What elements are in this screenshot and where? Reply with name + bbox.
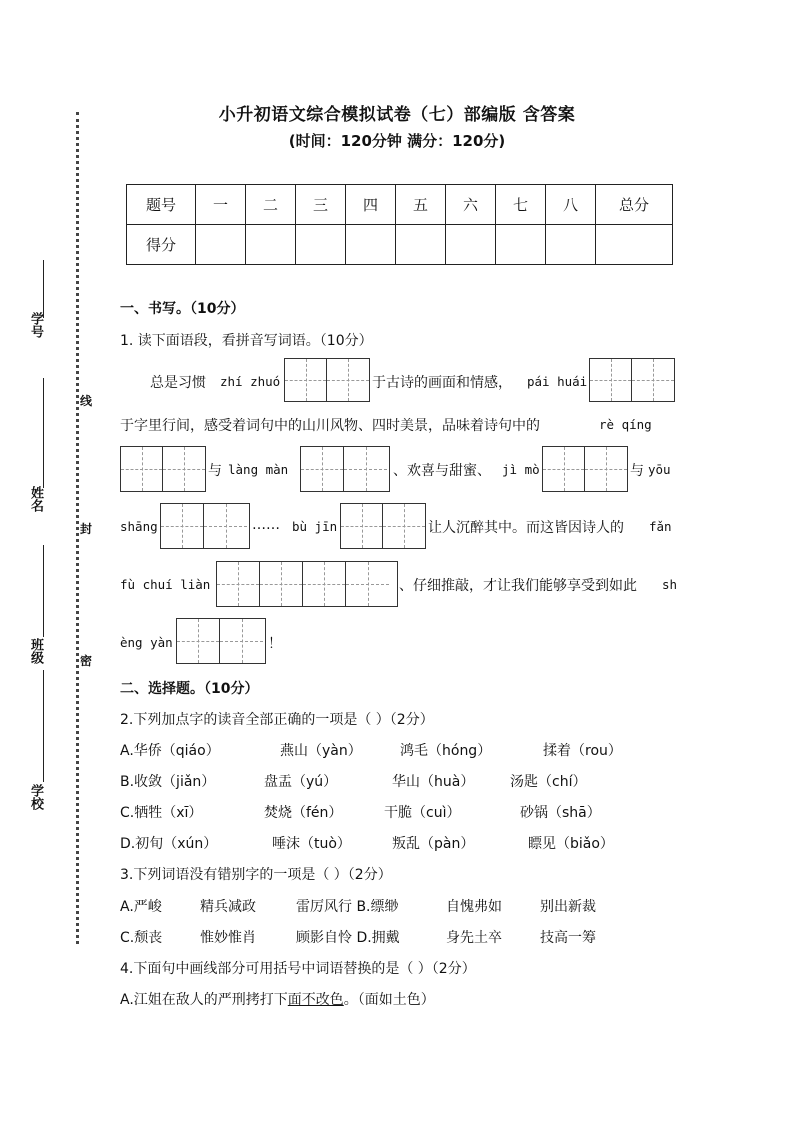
option-text: 砂锅（shā）	[520, 805, 601, 821]
pinyin-prompt: èng yàn	[120, 635, 173, 650]
score-table-header-row	[127, 185, 673, 225]
table-cell: 三	[296, 185, 346, 225]
option-text: 精兵减政	[200, 899, 256, 915]
pinyin-prompt: rè qíng	[599, 417, 652, 432]
answer-grid[interactable]	[340, 503, 426, 549]
option-b[interactable]: B.收敛（jiǎn）	[120, 774, 216, 790]
answer-grid[interactable]	[216, 561, 398, 607]
name-label: 姓名	[28, 486, 43, 512]
option-text: 唾沫（tuò）	[272, 836, 351, 852]
school-label: 学校	[28, 784, 43, 810]
answer-grid[interactable]	[589, 358, 675, 402]
passage-text: 与	[208, 463, 222, 479]
option-text: 叛乱（pàn）	[392, 836, 475, 852]
score-input-cell[interactable]	[246, 225, 296, 265]
table-cell: 得分	[127, 225, 196, 265]
table-cell: 五	[396, 185, 446, 225]
option-text: 盘盂（yú）	[264, 774, 338, 790]
table-cell: 总分	[596, 185, 673, 225]
passage-text: 于字里行间，感受着词句中的山川风物、四时美景，品味着诗句中的	[120, 418, 540, 434]
answer-grid[interactable]	[160, 503, 250, 549]
exam-title: 小升初语文综合模拟试卷（七）部编版 含答案	[218, 105, 576, 125]
answer-grid[interactable]	[120, 446, 206, 492]
option-text: A.江姐在敌人的严刑拷打下	[120, 992, 288, 1008]
option-text: 瞟见（biǎo）	[528, 836, 614, 852]
option-text: 燕山（yàn）	[280, 743, 362, 759]
question-2: 2.下列加点字的读音全部正确的一项是（ ）（2分）	[120, 712, 434, 728]
section2-heading: 二、选择题。（10分）	[120, 681, 259, 697]
pinyin-prompt: jì mò	[502, 462, 540, 477]
section1-heading: 一、书写。（10分）	[120, 301, 245, 317]
score-input-cell[interactable]	[346, 225, 396, 265]
option-b[interactable]: 雷厉风行 B.缥缈	[296, 899, 399, 915]
pinyin-prompt: fǎn	[649, 519, 672, 534]
score-input-cell[interactable]	[496, 225, 546, 265]
option-text: 自愧弗如	[446, 899, 502, 915]
pinyin-prompt: fù chuí liàn	[120, 577, 211, 592]
seam-char-xian: 线	[80, 394, 93, 408]
option-text: 技高一筹	[540, 930, 596, 946]
score-input-cell[interactable]	[546, 225, 596, 265]
passage-text: ！	[268, 636, 282, 652]
score-input-cell[interactable]	[296, 225, 346, 265]
binding-dotted-line	[76, 112, 79, 944]
table-cell: 一	[196, 185, 246, 225]
score-input-cell[interactable]	[396, 225, 446, 265]
option-c[interactable]: C.牺牲（xī）	[120, 805, 203, 821]
passage-text: ……	[252, 517, 280, 533]
score-input-cell[interactable]	[446, 225, 496, 265]
option-a[interactable]	[120, 989, 435, 1009]
answer-grid[interactable]	[176, 618, 266, 664]
option-text: 汤匙（chí）	[510, 774, 587, 790]
table-cell: 七	[496, 185, 546, 225]
student-id-line	[43, 260, 44, 318]
option-text: 华山（huà）	[392, 774, 475, 790]
option-text: 揉着（rou）	[543, 743, 622, 759]
option-text: 焚烧（fén）	[264, 805, 343, 821]
school-line	[43, 670, 44, 782]
passage-text: 于古诗的画面和情感，	[372, 375, 512, 391]
pinyin-prompt: zhí zhuó	[220, 374, 281, 389]
option-a[interactable]: A.华侨（qiáo）	[120, 743, 220, 759]
passage-text: 与	[630, 463, 644, 479]
underlined-phrase: 面不改色	[287, 992, 344, 1008]
class-line	[43, 545, 44, 637]
option-text: 身先土卒	[446, 930, 502, 946]
answer-grid[interactable]	[284, 358, 370, 402]
table-cell: 四	[346, 185, 396, 225]
option-d[interactable]: D.初旬（xún）	[120, 836, 218, 852]
score-input-cell[interactable]	[596, 225, 673, 265]
option-text: 。（面如土色）	[343, 992, 435, 1008]
table-cell: 八	[546, 185, 596, 225]
answer-grid[interactable]	[300, 446, 390, 492]
option-d[interactable]: 顾影自怜 D.拥戴	[296, 930, 400, 946]
score-input-cell[interactable]	[196, 225, 246, 265]
question-1: 1. 读下面语段，看拼音写词语。（10分）	[120, 333, 373, 349]
table-cell: 六	[446, 185, 496, 225]
pinyin-prompt: shāng	[120, 519, 158, 534]
table-cell: 二	[246, 185, 296, 225]
option-text: 干脆（cuì）	[384, 805, 461, 821]
pinyin-prompt: bù jīn	[292, 519, 338, 534]
passage-text: 让人沉醉其中。而这皆因诗人的	[428, 520, 624, 536]
option-a[interactable]: A.严峻	[120, 899, 162, 915]
question-3: 3.下列词语没有错别字的一项是（ ）（2分）	[120, 867, 392, 883]
seam-char-mi: 密	[80, 654, 93, 668]
option-c[interactable]: C.颓丧	[120, 930, 163, 946]
table-cell: 题号	[127, 185, 196, 225]
option-text: 鸿毛（hóng）	[400, 743, 492, 759]
pinyin-prompt: làng màn	[228, 462, 289, 477]
student-id-label: 学号	[28, 312, 43, 338]
pinyin-prompt: yōu	[648, 462, 671, 477]
question-4: 4.下面句中画线部分可用括号中词语替换的是（ ）（2分）	[120, 961, 476, 977]
score-table-score-row	[127, 225, 673, 265]
answer-grid[interactable]	[542, 446, 628, 492]
option-text: 惟妙惟肖	[200, 930, 256, 946]
option-text: 别出新裁	[540, 899, 596, 915]
passage-text: 、欢喜与甜蜜、	[393, 463, 491, 479]
seam-char-feng: 封	[80, 522, 93, 536]
exam-subtitle: (时间：120分钟 满分：120分)	[288, 132, 506, 150]
score-table	[126, 184, 673, 265]
passage-text: 、仔细推敲，才让我们能够享受到如此	[399, 578, 637, 594]
passage-text: 总是习惯	[150, 375, 206, 391]
pinyin-prompt: sh	[662, 577, 678, 592]
name-line	[43, 378, 44, 488]
pinyin-prompt: pái huái	[527, 374, 588, 389]
class-label: 班级	[28, 638, 43, 664]
